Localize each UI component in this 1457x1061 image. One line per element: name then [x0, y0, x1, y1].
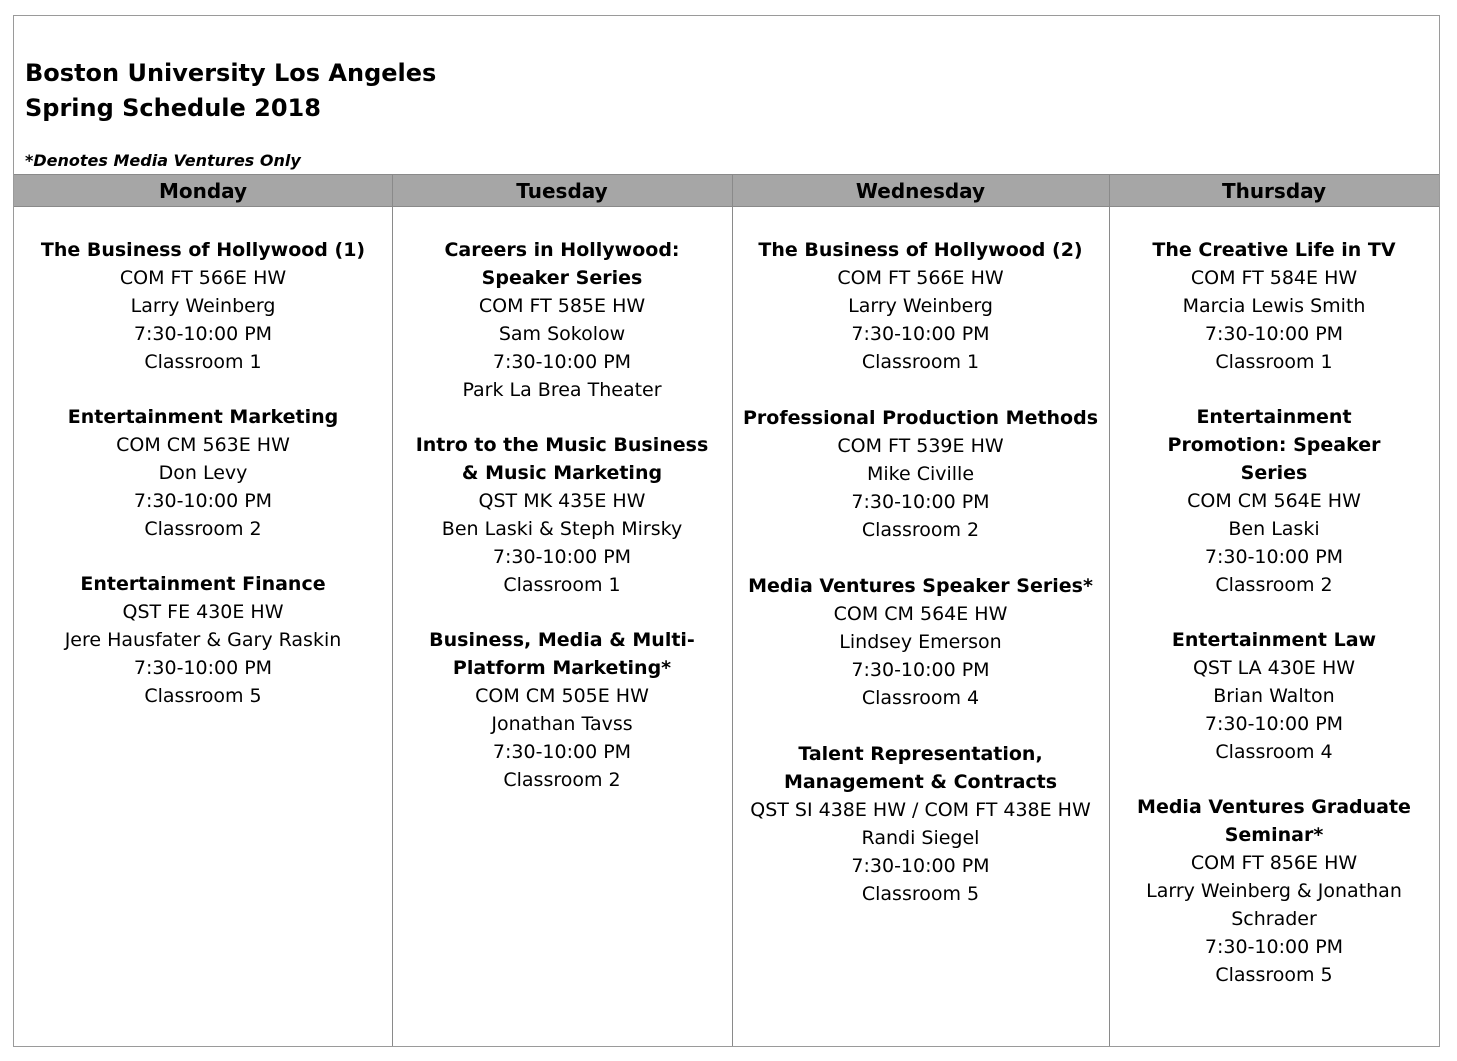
course-instructor: Don Levy [158, 462, 248, 484]
course-instructor: Ben Laski [1228, 518, 1320, 540]
course-entry [414, 431, 710, 599]
schedule-page [13, 15, 1440, 1047]
course-time: 7:30-10:00 PM [492, 351, 632, 373]
course-title: Professional Production Methods [742, 407, 1099, 429]
course-code: COM FT 566E HW [837, 267, 1004, 289]
course-title: The Creative Life in TV [1152, 239, 1396, 261]
thursday-column [1109, 207, 1439, 1046]
course-entry [36, 236, 370, 376]
course-title: Media Ventures Speaker Series* [748, 575, 1093, 597]
title-line-university: Boston University Los Angeles [25, 59, 437, 87]
course-code: COM FT 585E HW [478, 295, 646, 317]
course-entry [1137, 626, 1411, 766]
course-code: QST MK 435E HW [478, 490, 646, 512]
course-instructor: Larry Weinberg & Jonathan Schrader [1146, 880, 1402, 930]
course-room: Classroom 1 [861, 351, 980, 373]
course-entry [36, 403, 370, 543]
course-time: 7:30-10:00 PM [1204, 713, 1344, 735]
course-time: 7:30-10:00 PM [1204, 546, 1344, 568]
course-time: 7:30-10:00 PM [492, 546, 632, 568]
day-header-row [14, 174, 1439, 207]
course-room: Classroom 4 [1215, 741, 1333, 763]
course-instructor: Brian Walton [1213, 685, 1335, 707]
course-instructor: Ben Laski & Steph Mirsky [441, 518, 683, 540]
course-room: Classroom 5 [144, 685, 262, 707]
monday-column [14, 207, 392, 1046]
course-entry [414, 236, 710, 404]
course-entry [736, 572, 1105, 712]
course-code: COM CM 563E HW [116, 434, 290, 456]
day-header-tuesday: Tuesday [516, 179, 608, 203]
course-room: Classroom 4 [861, 687, 980, 709]
tuesday-column [392, 207, 732, 1046]
course-room: Classroom 2 [503, 769, 621, 791]
course-code: COM FT 584E HW [1190, 267, 1358, 289]
course-entry [36, 570, 370, 710]
course-entry [1137, 793, 1411, 989]
course-code: QST LA 430E HW [1192, 657, 1356, 679]
course-room: Park La Brea Theater [462, 379, 662, 401]
course-room: Classroom 1 [1215, 351, 1333, 373]
course-time: 7:30-10:00 PM [492, 741, 632, 763]
course-code: COM CM 564E HW [1187, 490, 1361, 512]
course-room: Classroom 1 [503, 574, 621, 596]
course-title: Entertainment Marketing [67, 406, 339, 428]
course-code: QST SI 438E HW / COM FT 438E HW [750, 799, 1091, 821]
course-code: COM FT 539E HW [837, 435, 1004, 457]
course-instructor: Randi Siegel [861, 827, 980, 849]
course-instructor: Mike Civille [866, 463, 975, 485]
course-title: Intro to the Music Business & Music Marketing [415, 434, 709, 484]
course-title: Careers in Hollywood: Speaker Series [444, 239, 680, 289]
media-ventures-note: *Denotes Media Ventures Only [25, 151, 301, 170]
course-time: 7:30-10:00 PM [133, 323, 273, 345]
page-title [25, 56, 436, 126]
course-time: 7:30-10:00 PM [851, 855, 990, 877]
course-room: Classroom 2 [861, 519, 980, 541]
course-room: Classroom 1 [144, 351, 262, 373]
course-instructor: Jere Hausfater & Gary Raskin [64, 629, 342, 651]
day-header-monday: Monday [158, 179, 248, 203]
course-code: COM FT 856E HW [1190, 852, 1358, 874]
course-title: The Business of Hollywood (2) [758, 239, 1083, 261]
course-code: QST FE 430E HW [122, 601, 284, 623]
course-entry [736, 236, 1105, 376]
course-entry [1137, 236, 1411, 376]
course-time: 7:30-10:00 PM [133, 490, 273, 512]
course-title: The Business of Hollywood (1) [40, 239, 366, 261]
course-title: Media Ventures Graduate Seminar* [1137, 796, 1411, 846]
course-time: 7:30-10:00 PM [851, 659, 990, 681]
course-room: Classroom 2 [1215, 574, 1333, 596]
course-title: Entertainment Promotion: Speaker Series [1167, 406, 1381, 484]
course-instructor: Marcia Lewis Smith [1182, 295, 1366, 317]
course-entry [736, 404, 1105, 544]
course-title: Entertainment Law [1171, 629, 1377, 651]
course-time: 7:30-10:00 PM [851, 323, 990, 345]
course-title: Talent Representation, Management & Contracts [783, 743, 1058, 793]
course-room: Classroom 5 [1215, 964, 1333, 986]
course-instructor: Sam Sokolow [498, 323, 626, 345]
course-entry [1137, 403, 1411, 599]
course-room: Classroom 5 [861, 883, 980, 905]
course-time: 7:30-10:00 PM [133, 657, 273, 679]
day-header-wednesday: Wednesday [855, 179, 986, 203]
course-instructor: Lindsey Emerson [839, 631, 1002, 653]
course-entry [736, 740, 1105, 908]
course-title: Entertainment Finance [80, 573, 326, 595]
course-time: 7:30-10:00 PM [851, 491, 990, 513]
course-time: 7:30-10:00 PM [1204, 936, 1344, 958]
course-instructor: Jonathan Tavss [491, 713, 633, 735]
title-line-schedule: Spring Schedule 2018 [25, 94, 321, 122]
day-header-thursday: Thursday [1221, 179, 1327, 203]
course-instructor: Larry Weinberg [848, 295, 993, 317]
course-code: COM CM 564E HW [833, 603, 1008, 625]
course-room: Classroom 2 [144, 518, 262, 540]
course-code: COM FT 566E HW [119, 267, 287, 289]
wednesday-column [732, 207, 1109, 1046]
course-code: COM CM 505E HW [475, 685, 649, 707]
course-entry [414, 626, 710, 794]
course-title: Business, Media & Multi-Platform Marketing* [429, 629, 695, 679]
course-time: 7:30-10:00 PM [1204, 323, 1344, 345]
course-instructor: Larry Weinberg [130, 295, 276, 317]
